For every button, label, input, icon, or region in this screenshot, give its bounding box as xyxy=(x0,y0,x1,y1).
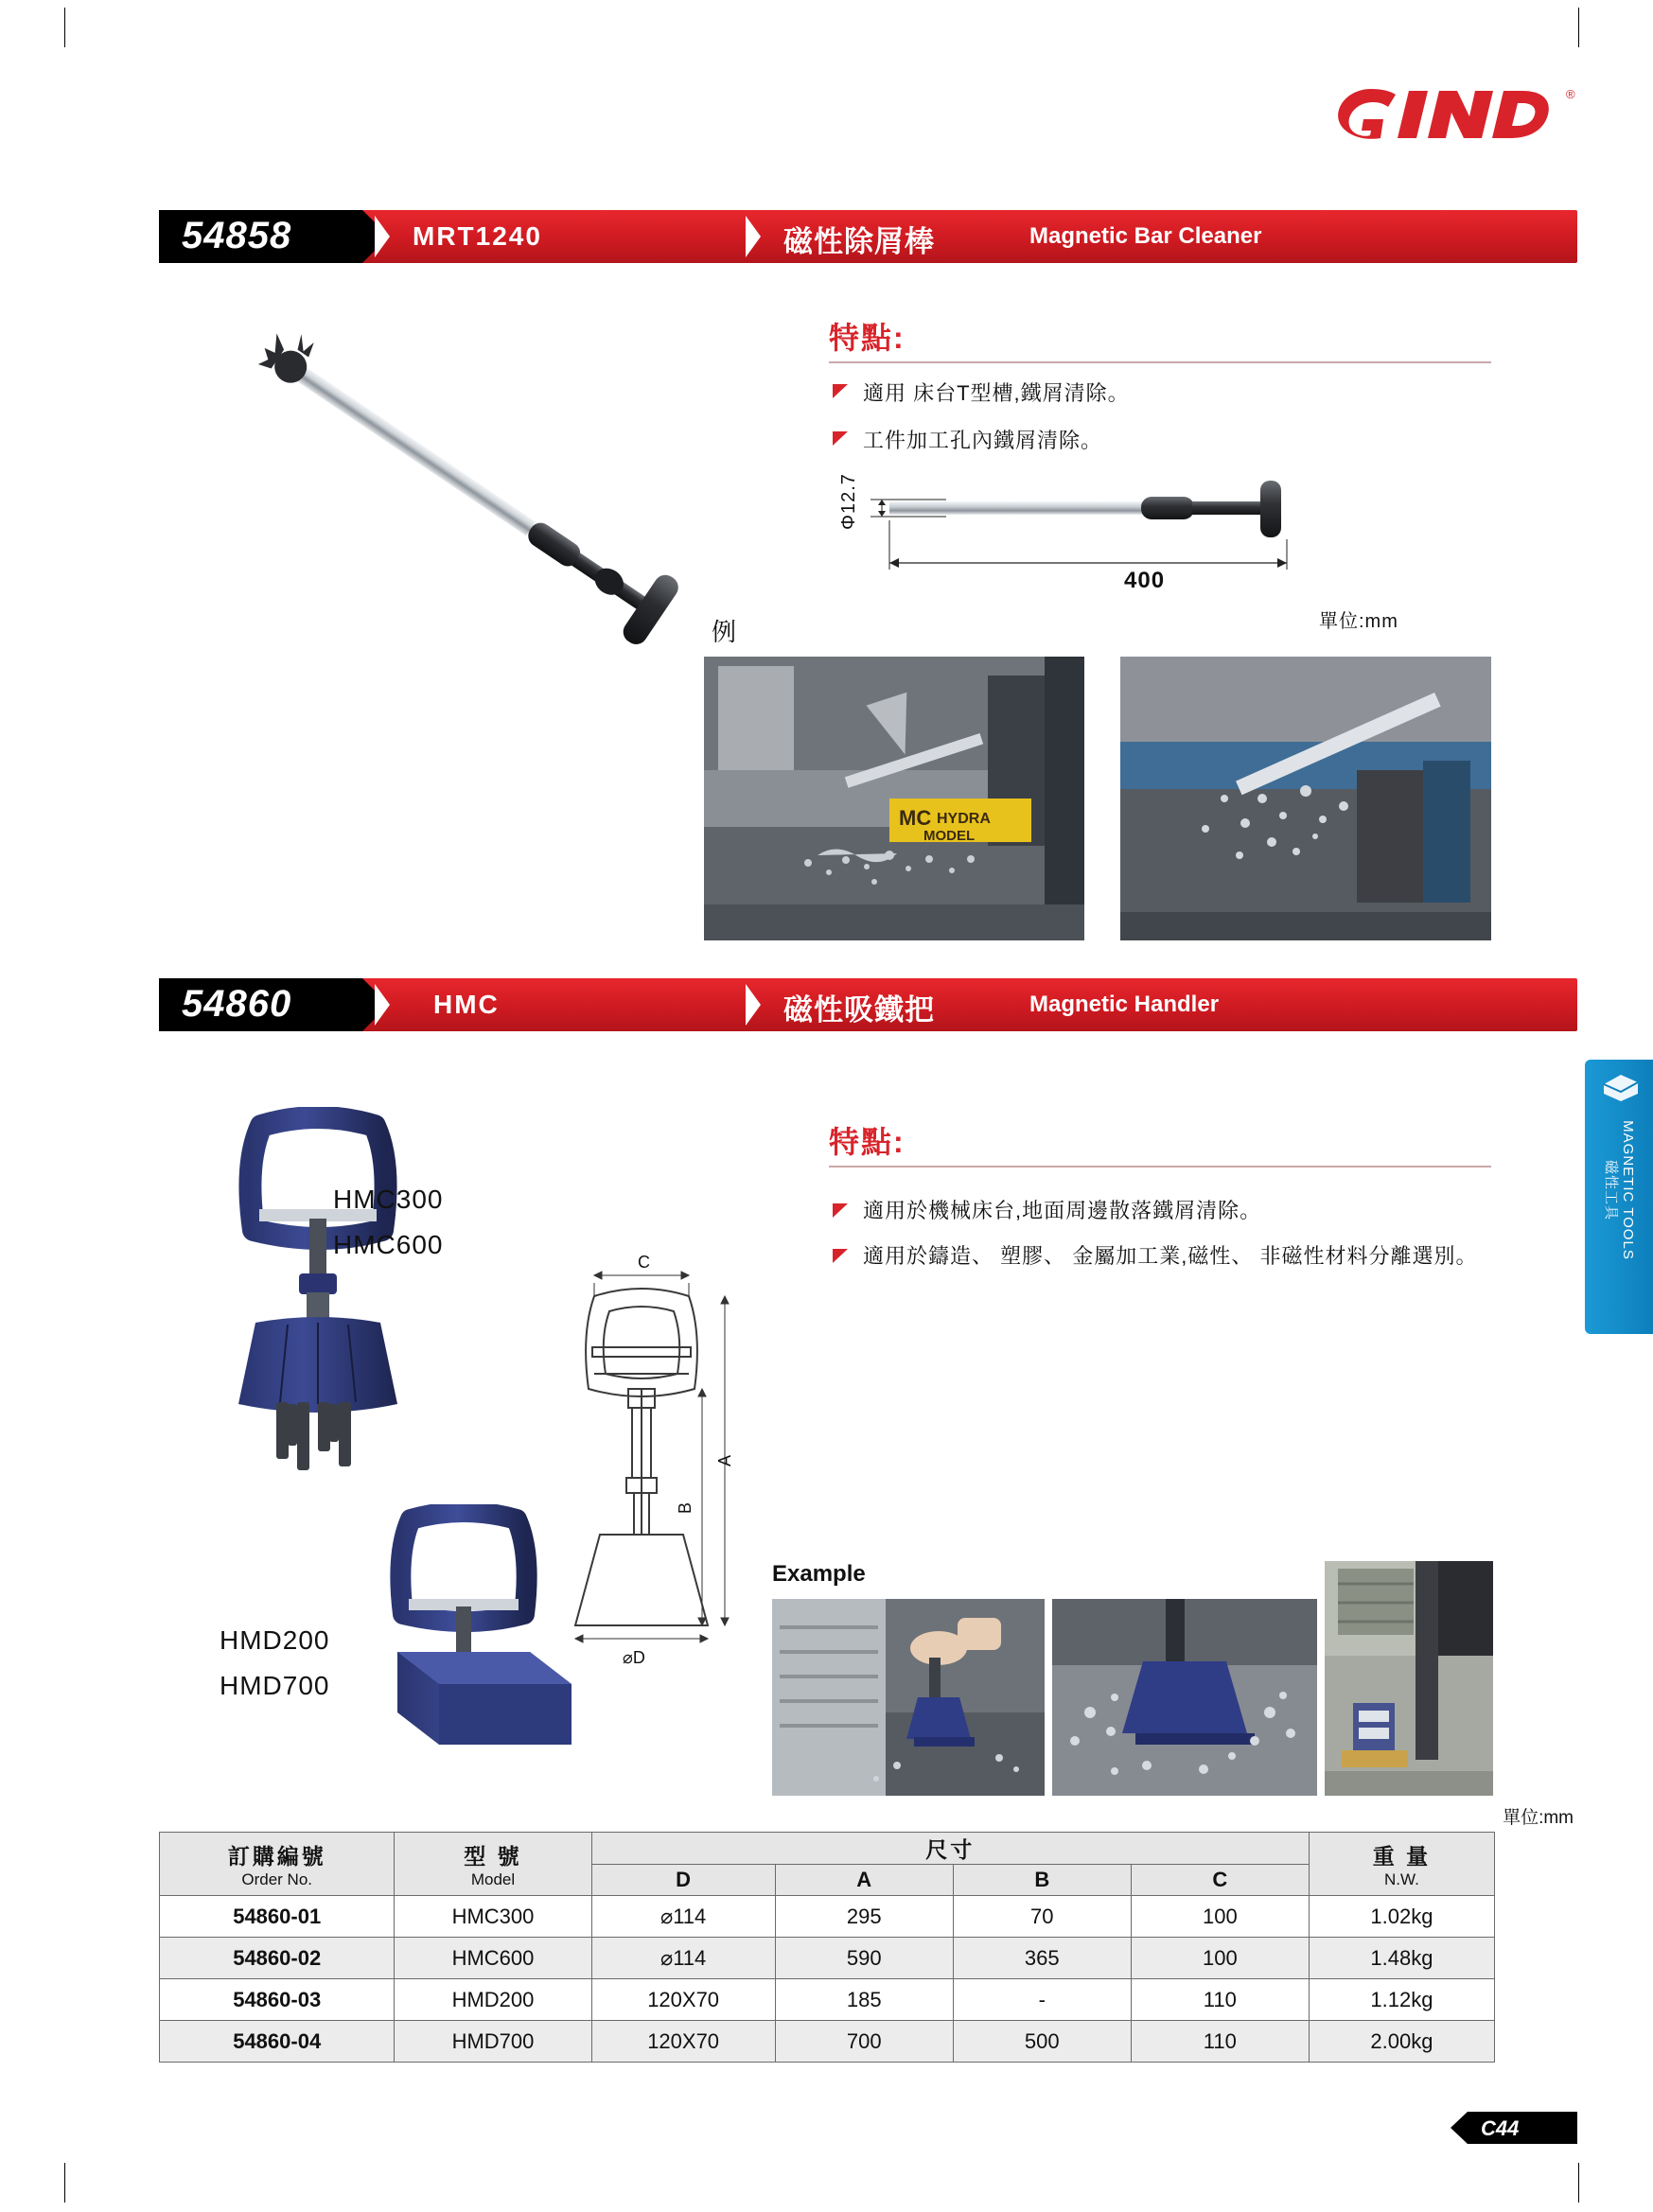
feature-text-2-1: 適用於機械床台,地面周邊散落鐵屑清除。 xyxy=(863,1199,1262,1222)
diameter-label: Φ12.7 xyxy=(838,473,859,530)
th-weight-en: N.W. xyxy=(1384,1870,1419,1888)
cell-nw: 1.48kg xyxy=(1309,1938,1494,1979)
cell-c: 110 xyxy=(1131,1979,1309,2021)
th-order-no xyxy=(160,1833,395,1896)
product-label-hmd700: HMD700 xyxy=(220,1671,330,1700)
cell-order-no: 54860-03 xyxy=(160,1979,395,2021)
model-code-2: HMC xyxy=(433,990,500,1019)
crop-mark-tr-v xyxy=(1578,8,1579,47)
side-tab-line1: MAGNETIC TOOLS xyxy=(1620,1120,1636,1260)
cell-b: 500 xyxy=(953,2021,1131,2063)
th-model-cn: 型 號 xyxy=(464,1843,522,1869)
cell-nw: 1.02kg xyxy=(1309,1896,1494,1938)
features-title-2: 特點: xyxy=(829,1125,906,1159)
product-label-hmc300: HMC300 xyxy=(333,1185,444,1214)
side-tab-magnetic-tools xyxy=(1585,1060,1653,1334)
bullet-icon-1-2 xyxy=(833,431,848,446)
features-title-1: 特點: xyxy=(829,321,906,355)
photo-handler-machine xyxy=(772,1599,1045,1796)
th-weight-cn: 重 量 xyxy=(1372,1843,1432,1869)
section-title-cn-2: 磁性吸鐵把 xyxy=(783,993,935,1027)
th-dim-c: C xyxy=(1131,1865,1309,1896)
th-dimensions xyxy=(591,1833,1309,1865)
specification-table xyxy=(159,1832,1495,2063)
bullet-icon-2-1 xyxy=(833,1203,848,1218)
chevron-icon-2 xyxy=(746,216,766,257)
cell-model: HMD700 xyxy=(395,2021,591,2063)
th-dim-b: B xyxy=(953,1865,1131,1896)
feature-text-2-2: 適用於鑄造、 塑膠、 金屬加工業,磁性、 非磁性材料分離選別。 xyxy=(863,1244,1478,1268)
page-number-text: C44 xyxy=(1481,2116,1520,2140)
order-no-badge xyxy=(159,210,362,263)
cell-order-no: 54860-04 xyxy=(160,2021,395,2063)
length-label: 400 xyxy=(1124,568,1166,593)
cell-nw: 1.12kg xyxy=(1309,1979,1494,2021)
cell-d: ⌀114 xyxy=(591,1938,775,1979)
cell-d: 120X70 xyxy=(591,1979,775,2021)
cell-nw: 2.00kg xyxy=(1309,2021,1494,2063)
photo-bar-cleaner-chips xyxy=(1120,657,1491,940)
th-model-en: Model xyxy=(470,1870,516,1888)
section-title-cn: 磁性除屑棒 xyxy=(783,225,935,258)
order-no-text-2: 54860 xyxy=(182,983,292,1025)
bullet-icon-1-1 xyxy=(833,384,848,398)
section-header-54858 xyxy=(159,210,1577,263)
th-dim-d: D xyxy=(591,1865,775,1896)
cell-b: 365 xyxy=(953,1938,1131,1979)
cell-a: 700 xyxy=(775,2021,953,2063)
photo-handler-operator xyxy=(1325,1561,1493,1796)
section-title-en-2: Magnetic Handler xyxy=(1029,992,1220,1017)
feature-text-1-2: 工件加工孔內鐵屑清除。 xyxy=(863,429,1103,452)
technical-drawing-handler xyxy=(549,1230,747,1703)
bullet-icon-2-2 xyxy=(833,1249,848,1263)
cell-c: 110 xyxy=(1131,2021,1309,2063)
table-row xyxy=(160,1896,1495,1938)
product-image-bar-cleaner xyxy=(227,312,757,691)
model-code: MRT1240 xyxy=(413,221,542,251)
cell-a: 590 xyxy=(775,1938,953,1979)
table-unit-note: 單位:mm xyxy=(1503,1808,1574,1828)
product-label-hmc600: HMC600 xyxy=(333,1230,444,1259)
svg-text:C: C xyxy=(638,1253,650,1272)
order-no-badge-2 xyxy=(159,978,362,1031)
page-number-badge xyxy=(1468,2112,1577,2144)
th-weight xyxy=(1309,1833,1494,1896)
svg-text:MODEL: MODEL xyxy=(923,828,976,844)
cell-c: 100 xyxy=(1131,1938,1309,1979)
crop-mark-bl-v xyxy=(64,2163,65,2203)
crop-mark-br-v xyxy=(1578,2163,1579,2203)
order-no-text: 54858 xyxy=(182,215,292,256)
table-row xyxy=(160,1979,1495,2021)
side-tab-label xyxy=(1602,1120,1636,1260)
example-label-1: 例 xyxy=(712,618,738,646)
cell-b: - xyxy=(953,1979,1131,2021)
crop-mark-tl-v xyxy=(64,8,65,47)
features-rule-2 xyxy=(829,1166,1491,1167)
feature-text-1-1: 適用 床台T型槽,鐵屑清除。 xyxy=(863,381,1130,405)
table-row xyxy=(160,1938,1495,1979)
cell-a: 185 xyxy=(775,1979,953,2021)
cell-model: HMC600 xyxy=(395,1938,591,1979)
product-label-hmd200: HMD200 xyxy=(220,1625,330,1655)
th-dim-a: A xyxy=(775,1865,953,1896)
th-model xyxy=(395,1833,591,1896)
th-order-no-en: Order No. xyxy=(241,1870,313,1888)
svg-text:A: A xyxy=(715,1454,734,1466)
cell-model: HMC300 xyxy=(395,1896,591,1938)
unit-note-1: 單位:mm xyxy=(1319,611,1398,632)
section-title-en: Magnetic Bar Cleaner xyxy=(1029,223,1262,249)
cell-order-no: 54860-02 xyxy=(160,1938,395,1979)
cell-d: 120X70 xyxy=(591,2021,775,2063)
th-order-no-cn: 訂購編號 xyxy=(227,1843,326,1869)
photo-bar-cleaner-table xyxy=(704,657,1084,940)
cell-d: ⌀114 xyxy=(591,1896,775,1938)
chevron-icon-4 xyxy=(746,984,766,1026)
brand-logo xyxy=(1322,83,1577,142)
photo-handler-chips xyxy=(1052,1599,1317,1796)
product-image-hmc xyxy=(185,1107,450,1523)
side-tab-line2: 磁性工具 xyxy=(1603,1159,1619,1221)
example-label-2: Example xyxy=(772,1561,866,1587)
cell-c: 100 xyxy=(1131,1896,1309,1938)
cell-b: 70 xyxy=(953,1896,1131,1938)
section-header-54860 xyxy=(159,978,1577,1031)
chevron-icon-1 xyxy=(375,216,396,257)
table-row xyxy=(160,2021,1495,2063)
cell-order-no: 54860-01 xyxy=(160,1896,395,1938)
svg-text:®: ® xyxy=(1566,87,1575,101)
svg-text:HYDRA: HYDRA xyxy=(937,811,991,827)
svg-text:B: B xyxy=(676,1501,695,1514)
svg-text:MC: MC xyxy=(899,806,932,830)
cell-model: HMD200 xyxy=(395,1979,591,2021)
chevron-icon-3 xyxy=(375,984,396,1026)
th-dimensions-cn: 尺寸 xyxy=(925,1837,976,1862)
svg-text:⌀D: ⌀D xyxy=(623,1648,645,1667)
cell-a: 295 xyxy=(775,1896,953,1938)
features-rule-1 xyxy=(829,361,1491,363)
